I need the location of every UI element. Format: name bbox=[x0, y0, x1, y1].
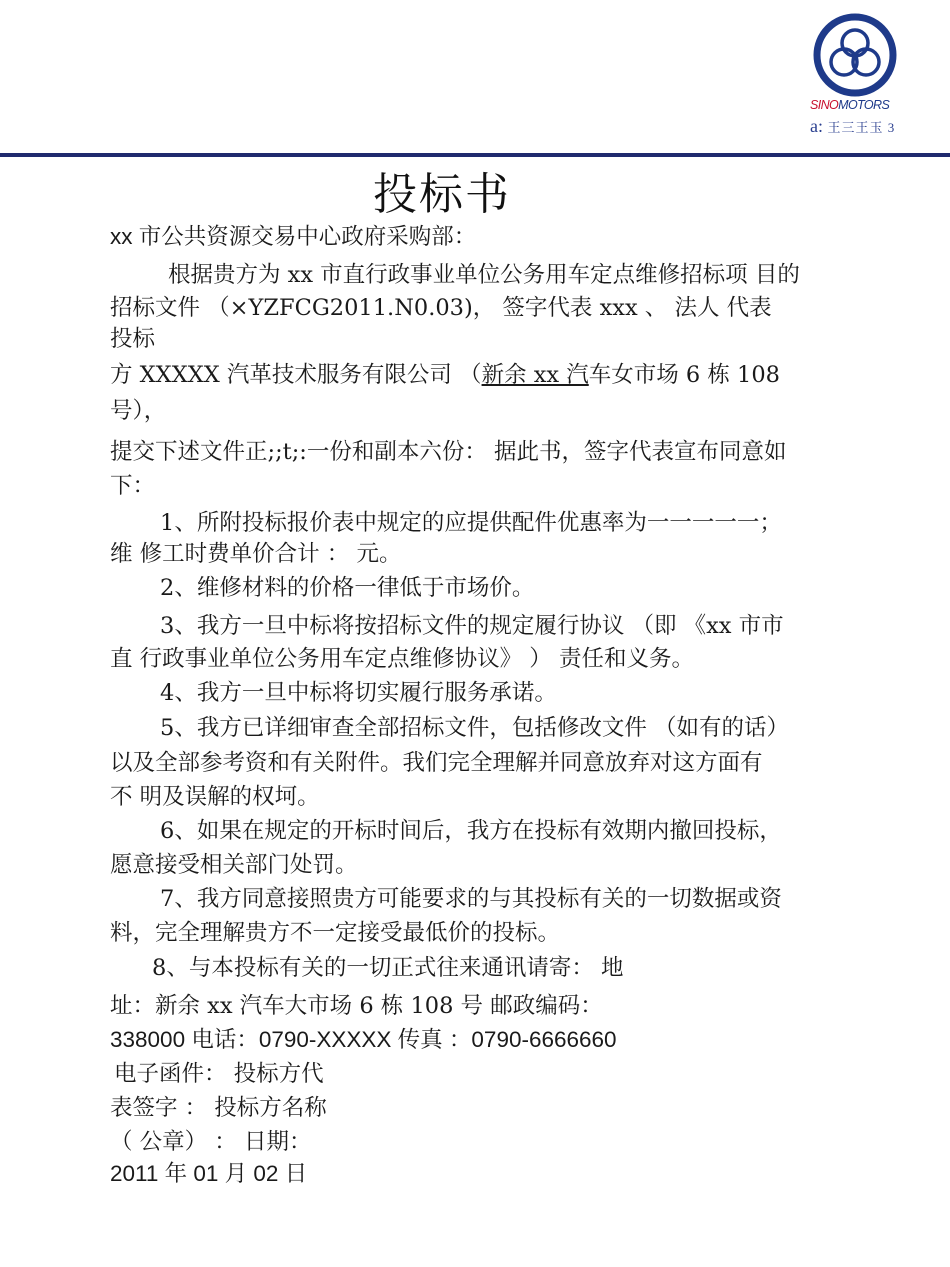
clause-7-cont: 料，完全理解贵方不一定接受最低价的投标。 bbox=[110, 920, 561, 946]
body-line: 号）， bbox=[110, 398, 167, 424]
addressee-line: xx 市公共资源交易中心政府采购部： bbox=[110, 224, 477, 249]
clause-3: 3、我方一旦中标将按招标文件的规定履行协议 （即 《xx 市市 bbox=[160, 613, 784, 639]
clause-6-cont: 愿意接受相关部门处罚。 bbox=[110, 852, 358, 878]
body-line: 下： bbox=[110, 473, 156, 499]
signature-line: 表签字 ： 投标方名称 bbox=[110, 1095, 327, 1121]
clause-2: 2、维修材料的价格一律低于市场价。 bbox=[160, 575, 535, 601]
date-line: 2011 年 01 月 02 日 bbox=[110, 1161, 308, 1186]
body-line: 根据贵方为 xx 市直行政事业单位公务用车定点维修招标项 目的 bbox=[168, 262, 800, 288]
clause-1-cont: 维 修工时费单价合计 ： 元。 bbox=[110, 541, 402, 567]
contact-line: 338000 电话：0790-XXXXX 传真 ：0790-6666660 bbox=[110, 1027, 617, 1052]
document-title: 投标书 bbox=[373, 169, 511, 220]
clause-7: 7、我方同意接照贵方可能要求的与其投标有关的一切数据或资 bbox=[160, 886, 782, 912]
clause-5: 5、我方已详细审查全部招标文件，包括修改文件 （如有的话） bbox=[160, 715, 789, 741]
clause-8: 8、与本投标有关的一切正式往来通讯请寄： 地 bbox=[152, 955, 624, 981]
body-line: 招标文件 （×YZFCG2011.N0.03)， 签字代表 xxx 、 法人 代表 bbox=[110, 295, 772, 321]
body-line: 提交下述文件正;;t;:一份和副本六份： 据此书，签字代表宣布同意如 bbox=[110, 439, 787, 465]
address-line: 址：新余 xx 汽车大市场 6 栋 108 号 邮政编码： bbox=[110, 993, 603, 1019]
header-rule bbox=[0, 153, 950, 157]
clause-1: 1、所附投标报价表中规定的应提供配件优惠率为一一一一一； bbox=[160, 510, 782, 536]
clause-5-cont: 不 明及误解的权坷。 bbox=[110, 784, 320, 810]
seal-date-line: （ 公章） ： 日期： bbox=[110, 1129, 312, 1155]
underlined-address-text: 新余 xx 汽 bbox=[481, 362, 589, 388]
clause-4: 4、我方一旦中标将切实履行服务承诺。 bbox=[160, 680, 557, 706]
clause-5-cont: 以及全部参考资和有关附件。我们完全理解并同意放弃对这方面有 bbox=[110, 750, 763, 776]
clause-6: 6、如果在规定的开标时间后，我方在投标有效期内撤回投标， bbox=[160, 818, 782, 844]
body-line: 方 XXXXX 汽革技术服务有限公司 （新余 xx 汽车女市场 6 栋 108 bbox=[110, 362, 780, 388]
logo-subtext: a: 王三王玉 3 bbox=[810, 116, 896, 136]
logo-brand-text: SINOMOTORS bbox=[810, 98, 890, 112]
triple-ring-emblem-icon bbox=[812, 12, 898, 98]
sinomotors-logo bbox=[806, 12, 926, 137]
clause-3-cont: 直 行政事业单位公务用车定点维修协议》 ） 责任和义务。 bbox=[110, 646, 694, 672]
body-line: 投标 bbox=[110, 326, 156, 352]
email-line: 电子函件： 投标方代 bbox=[114, 1061, 324, 1087]
